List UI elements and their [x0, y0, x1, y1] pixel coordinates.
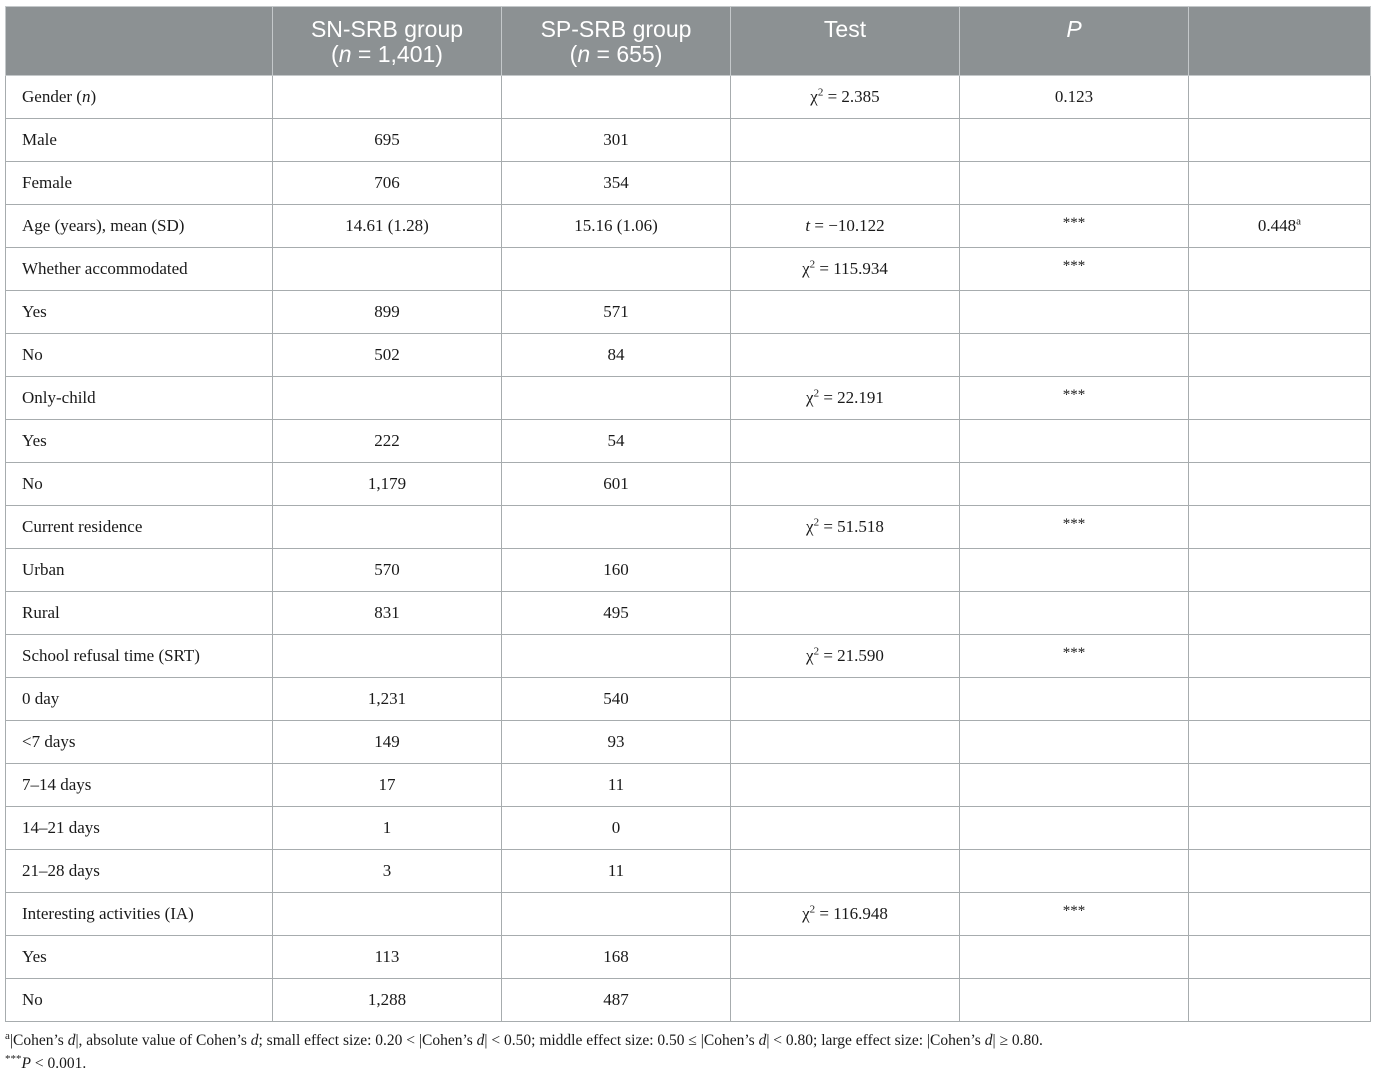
- test-statistic: [731, 764, 960, 807]
- test-statistic: [731, 721, 960, 764]
- table-row: [6, 893, 1371, 936]
- row-label: School refusal time (SRT): [6, 635, 273, 678]
- p-value: [960, 549, 1189, 592]
- test-statistic: [731, 162, 960, 205]
- table-row: [6, 635, 1371, 678]
- table-row: [6, 205, 1371, 248]
- sn-srb-value: [273, 377, 502, 420]
- p-value: [960, 807, 1189, 850]
- sp-srb-value: 11: [502, 850, 731, 893]
- sp-srb-value: [502, 248, 731, 291]
- sn-srb-value: [273, 635, 502, 678]
- row-label: Yes: [6, 291, 273, 334]
- p-value: [960, 979, 1189, 1022]
- row-label: 7–14 days: [6, 764, 273, 807]
- sn-srb-value: 502: [273, 334, 502, 377]
- header-p: P: [960, 7, 1189, 76]
- sp-srb-value: [502, 893, 731, 936]
- effect-size: [1189, 893, 1371, 936]
- sn-srb-value: 1,231: [273, 678, 502, 721]
- table-row: [6, 764, 1371, 807]
- test-statistic: [731, 549, 960, 592]
- p-value: [960, 291, 1189, 334]
- effect-size: [1189, 936, 1371, 979]
- row-label: 14–21 days: [6, 807, 273, 850]
- header-variable: [6, 7, 273, 76]
- table-row: [6, 592, 1371, 635]
- sp-srb-value: [502, 377, 731, 420]
- effect-size: [1189, 162, 1371, 205]
- table-row: [6, 979, 1371, 1022]
- table-row: [6, 334, 1371, 377]
- row-label: No: [6, 979, 273, 1022]
- row-label: Urban: [6, 549, 273, 592]
- effect-size: [1189, 463, 1371, 506]
- footnote-effect-size: $^a$|Cohen’s d|, absolute value of Cohen’s d; small effect size: 0.20 < |Cohen’s d| < 0.50; middle effect size: 0.50 ≤ |Cohen’s d| < 0.80; large effect size: |Cohen’s d| ≥ 0.80.: [5, 1029, 1043, 1049]
- sn-srb-value: 1: [273, 807, 502, 850]
- header-row: [6, 7, 1371, 76]
- test-statistic: $\chi^2 = 2.385$: [731, 76, 960, 119]
- sp-srb-value: 54: [502, 420, 731, 463]
- row-label: Gender (n): [6, 76, 273, 119]
- footnote-significance: ***P < 0.001.: [5, 1052, 87, 1072]
- effect-size: [1189, 248, 1371, 291]
- test-statistic: [731, 936, 960, 979]
- effect-size: [1189, 76, 1371, 119]
- sp-srb-value: [502, 76, 731, 119]
- sn-srb-value: [273, 893, 502, 936]
- p-value: ***: [960, 893, 1189, 936]
- sn-srb-value: 222: [273, 420, 502, 463]
- table-row: [6, 119, 1371, 162]
- p-value: 0.123: [960, 76, 1189, 119]
- table-body: [6, 76, 1371, 1022]
- sp-srb-value: 495: [502, 592, 731, 635]
- table-row: [6, 248, 1371, 291]
- sp-srb-value: 301: [502, 119, 731, 162]
- p-value: ***: [960, 506, 1189, 549]
- row-label: Age (years), mean (SD): [6, 205, 273, 248]
- sn-srb-value: 706: [273, 162, 502, 205]
- effect-size: [1189, 635, 1371, 678]
- table-row: [6, 936, 1371, 979]
- effect-size: [1189, 377, 1371, 420]
- test-statistic: [731, 420, 960, 463]
- header-test: Test: [731, 7, 960, 76]
- p-value: [960, 334, 1189, 377]
- effect-size: [1189, 592, 1371, 635]
- effect-size: [1189, 549, 1371, 592]
- table-row: [6, 678, 1371, 721]
- row-label: 0 day: [6, 678, 273, 721]
- sn-srb-value: 1,179: [273, 463, 502, 506]
- sn-srb-value: [273, 248, 502, 291]
- test-statistic: $\chi^2 = 21.590$: [731, 635, 960, 678]
- sn-srb-value: 14.61 (1.28): [273, 205, 502, 248]
- p-value: [960, 678, 1189, 721]
- test-statistic: [731, 119, 960, 162]
- p-value: ***: [960, 635, 1189, 678]
- sn-srb-value: 17: [273, 764, 502, 807]
- row-label: Female: [6, 162, 273, 205]
- sn-srb-value: 831: [273, 592, 502, 635]
- sn-srb-value: 899: [273, 291, 502, 334]
- effect-size: [1189, 119, 1371, 162]
- p-value: [960, 592, 1189, 635]
- effect-size: [1189, 807, 1371, 850]
- row-label: Interesting activities (IA): [6, 893, 273, 936]
- table-row: [6, 721, 1371, 764]
- test-statistic: [731, 678, 960, 721]
- p-value: [960, 162, 1189, 205]
- test-statistic: [731, 592, 960, 635]
- sp-srb-value: 571: [502, 291, 731, 334]
- sn-srb-value: 149: [273, 721, 502, 764]
- row-label: 21–28 days: [6, 850, 273, 893]
- p-value: ***: [960, 205, 1189, 248]
- sp-srb-value: 354: [502, 162, 731, 205]
- table-row: [6, 549, 1371, 592]
- table-row: [6, 291, 1371, 334]
- sn-srb-value: 113: [273, 936, 502, 979]
- sp-srb-value: 540: [502, 678, 731, 721]
- test-statistic: $\chi^2 = 22.191$: [731, 377, 960, 420]
- p-value: [960, 721, 1189, 764]
- sn-srb-value: [273, 506, 502, 549]
- effect-size: [1189, 420, 1371, 463]
- data-table: [5, 6, 1371, 1022]
- row-label: No: [6, 463, 273, 506]
- sn-srb-value: 1,288: [273, 979, 502, 1022]
- effect-size: [1189, 334, 1371, 377]
- p-value: ***: [960, 377, 1189, 420]
- test-statistic: [731, 979, 960, 1022]
- table-row: [6, 76, 1371, 119]
- test-statistic: [731, 291, 960, 334]
- effect-size: [1189, 506, 1371, 549]
- test-statistic: [731, 463, 960, 506]
- row-label: Yes: [6, 936, 273, 979]
- table-row: [6, 463, 1371, 506]
- sp-srb-value: 93: [502, 721, 731, 764]
- effect-size: [1189, 721, 1371, 764]
- p-value: [960, 936, 1189, 979]
- test-statistic: $\chi^2 = 51.518$: [731, 506, 960, 549]
- sp-srb-value: 487: [502, 979, 731, 1022]
- header-sp-srb-group: SP-SRB group (n = 655): [502, 7, 731, 76]
- p-value: [960, 764, 1189, 807]
- test-statistic: [731, 850, 960, 893]
- sp-srb-value: 160: [502, 549, 731, 592]
- table-row: [6, 162, 1371, 205]
- p-value: [960, 119, 1189, 162]
- test-statistic: [731, 807, 960, 850]
- sp-srb-value: 0: [502, 807, 731, 850]
- row-label: Current residence: [6, 506, 273, 549]
- header-effect: [1189, 7, 1371, 76]
- row-label: Yes: [6, 420, 273, 463]
- sp-srb-value: 168: [502, 936, 731, 979]
- row-label: Male: [6, 119, 273, 162]
- effect-size: [1189, 291, 1371, 334]
- row-label: Rural: [6, 592, 273, 635]
- sp-srb-value: 11: [502, 764, 731, 807]
- test-statistic: $\chi^2 = 115.934$: [731, 248, 960, 291]
- table-row: [6, 850, 1371, 893]
- row-label: Only-child: [6, 377, 273, 420]
- row-label: No: [6, 334, 273, 377]
- table-row: [6, 506, 1371, 549]
- effect-size: [1189, 850, 1371, 893]
- sn-srb-value: 3: [273, 850, 502, 893]
- table-row: [6, 420, 1371, 463]
- sp-srb-value: 15.16 (1.06): [502, 205, 731, 248]
- effect-size: [1189, 979, 1371, 1022]
- test-statistic: $\chi^2 = 116.948$: [731, 893, 960, 936]
- test-statistic: [731, 334, 960, 377]
- sn-srb-value: [273, 76, 502, 119]
- table-row: [6, 807, 1371, 850]
- sn-srb-value: 570: [273, 549, 502, 592]
- row-label: Whether accommodated: [6, 248, 273, 291]
- effect-size: 0.448$^a$: [1189, 205, 1371, 248]
- effect-size: [1189, 764, 1371, 807]
- row-label: <7 days: [6, 721, 273, 764]
- table-row: [6, 377, 1371, 420]
- test-statistic: t = −10.122: [731, 205, 960, 248]
- p-value: [960, 463, 1189, 506]
- sp-srb-value: 84: [502, 334, 731, 377]
- effect-size: [1189, 678, 1371, 721]
- sp-srb-value: [502, 506, 731, 549]
- header-sn-srb-group: SN-SRB group (n = 1,401): [273, 7, 502, 76]
- sp-srb-value: [502, 635, 731, 678]
- sn-srb-value: 695: [273, 119, 502, 162]
- p-value: [960, 850, 1189, 893]
- p-value: ***: [960, 248, 1189, 291]
- footnotes: [5, 1029, 1365, 1075]
- p-value: [960, 420, 1189, 463]
- sp-srb-value: 601: [502, 463, 731, 506]
